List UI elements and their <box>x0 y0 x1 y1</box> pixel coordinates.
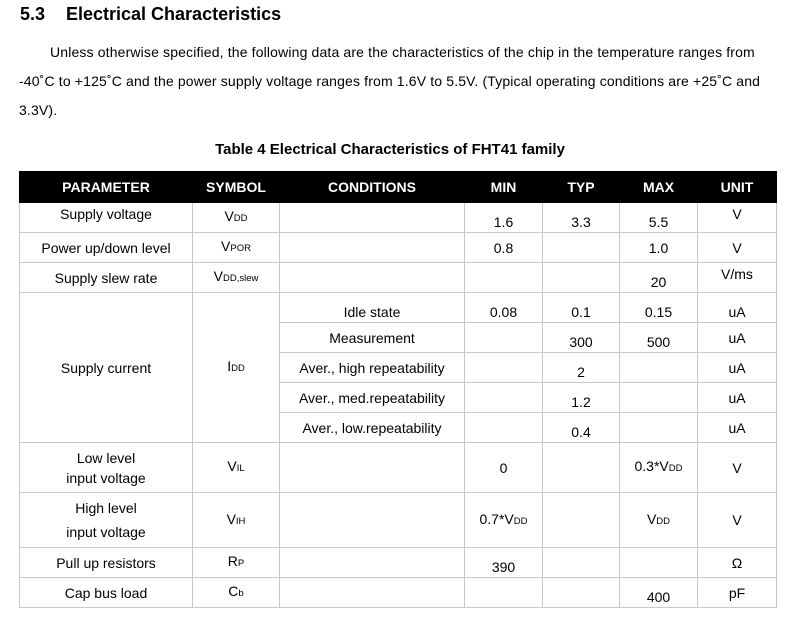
max-cell <box>620 413 698 443</box>
parameter-cell: Supply slew rate <box>20 263 193 293</box>
max-cell: 20 <box>620 263 698 293</box>
table-row <box>20 443 777 493</box>
min-cell <box>465 353 543 383</box>
header-parameter: PARAMETER <box>20 172 193 203</box>
unit-cell: V/ms <box>698 263 777 293</box>
min-cell: 0.8 <box>465 233 543 263</box>
min-cell: 1.6 <box>465 203 543 233</box>
conditions-cell <box>280 548 465 578</box>
min-cell: 0.7*VDD <box>465 493 543 548</box>
max-cell: 1.0 <box>620 233 698 263</box>
table-row <box>20 263 777 293</box>
min-cell <box>465 578 543 608</box>
unit-cell: V <box>698 233 777 263</box>
parameter-cell: High level input voltage <box>20 493 193 548</box>
symbol-cell: VPOR <box>193 233 280 263</box>
header-unit: UNIT <box>698 172 777 203</box>
typ-cell <box>543 493 620 548</box>
typ-cell <box>543 233 620 263</box>
min-cell <box>465 383 543 413</box>
conditions-cell <box>280 263 465 293</box>
max-cell: 0.3*VDD <box>620 443 698 493</box>
unit-cell: Ω <box>698 548 777 578</box>
table-row <box>20 548 777 578</box>
typ-cell: 300 <box>543 323 620 353</box>
typ-cell <box>543 548 620 578</box>
table-row <box>20 293 777 323</box>
typ-cell: 0.1 <box>543 293 620 323</box>
typ-cell: 2 <box>543 353 620 383</box>
electrical-characteristics-table <box>19 171 777 608</box>
typ-cell <box>543 443 620 493</box>
typ-cell <box>543 578 620 608</box>
parameter-cell: Supply current <box>20 293 193 443</box>
unit-cell: uA <box>698 293 777 323</box>
max-cell: 400 <box>620 578 698 608</box>
unit-cell: pF <box>698 578 777 608</box>
header-symbol: SYMBOL <box>193 172 280 203</box>
parameter-cell: Pull up resistors <box>20 548 193 578</box>
conditions-cell <box>280 493 465 548</box>
section-title: Electrical Characteristics <box>66 4 282 24</box>
conditions-cell <box>280 443 465 493</box>
table-row <box>20 203 777 233</box>
min-cell: 390 <box>465 548 543 578</box>
header-min: MIN <box>465 172 543 203</box>
symbol-cell: VIL <box>193 443 280 493</box>
table-row <box>20 233 777 263</box>
parameter-cell: Power up/down level <box>20 233 193 263</box>
min-cell <box>465 263 543 293</box>
conditions-cell: Aver., low.repeatability <box>280 413 465 443</box>
unit-cell: uA <box>698 323 777 353</box>
header-typ: TYP <box>543 172 620 203</box>
symbol-cell: Cb <box>193 578 280 608</box>
conditions-cell: Aver., med.repeatability <box>280 383 465 413</box>
table-caption: Table 4 Electrical Characteristics of FHT41 family <box>215 141 565 158</box>
min-cell <box>465 323 543 353</box>
typ-cell <box>543 263 620 293</box>
header-conditions: CONDITIONS <box>280 172 465 203</box>
section-number: 5.3 <box>20 4 46 24</box>
symbol-cell: VIH <box>193 493 280 548</box>
max-cell: 0.15 <box>620 293 698 323</box>
table-header-row <box>20 172 777 203</box>
section-heading <box>20 4 281 25</box>
table-row <box>20 493 777 548</box>
parameter-cell: Supply voltage <box>20 203 193 233</box>
unit-cell: uA <box>698 353 777 383</box>
max-cell: 5.5 <box>620 203 698 233</box>
conditions-cell: Aver., high repeatability <box>280 353 465 383</box>
intro-text: Unless otherwise specified, the following data are the characteristics of the chip in the temperature ranges from -40˚C to +125˚C and the power supply voltage ranges from 1.6V to 5.5V. (Typical operating conditions are +25˚C and 3.3V). <box>19 44 761 118</box>
unit-cell: uA <box>698 413 777 443</box>
parameter-cell: Low level input voltage <box>20 443 193 493</box>
min-cell <box>465 413 543 443</box>
parameter-cell: Cap bus load <box>20 578 193 608</box>
table-row <box>20 578 777 608</box>
max-cell <box>620 548 698 578</box>
unit-cell: V <box>698 493 777 548</box>
symbol-cell: RP <box>193 548 280 578</box>
min-cell: 0 <box>465 443 543 493</box>
conditions-cell: Measurement <box>280 323 465 353</box>
max-cell <box>620 383 698 413</box>
unit-cell: V <box>698 203 777 233</box>
intro-paragraph <box>19 38 775 125</box>
conditions-cell <box>280 233 465 263</box>
unit-cell: uA <box>698 383 777 413</box>
header-max: MAX <box>620 172 698 203</box>
conditions-cell <box>280 578 465 608</box>
typ-cell: 3.3 <box>543 203 620 233</box>
symbol-cell: VDD,slew <box>193 263 280 293</box>
min-cell: 0.08 <box>465 293 543 323</box>
conditions-cell <box>280 203 465 233</box>
symbol-cell: VDD <box>193 203 280 233</box>
symbol-cell: IDD <box>193 293 280 443</box>
max-cell: VDD <box>620 493 698 548</box>
max-cell: 500 <box>620 323 698 353</box>
typ-cell: 0.4 <box>543 413 620 443</box>
unit-cell: V <box>698 443 777 493</box>
typ-cell: 1.2 <box>543 383 620 413</box>
conditions-cell: Idle state <box>280 293 465 323</box>
max-cell <box>620 353 698 383</box>
